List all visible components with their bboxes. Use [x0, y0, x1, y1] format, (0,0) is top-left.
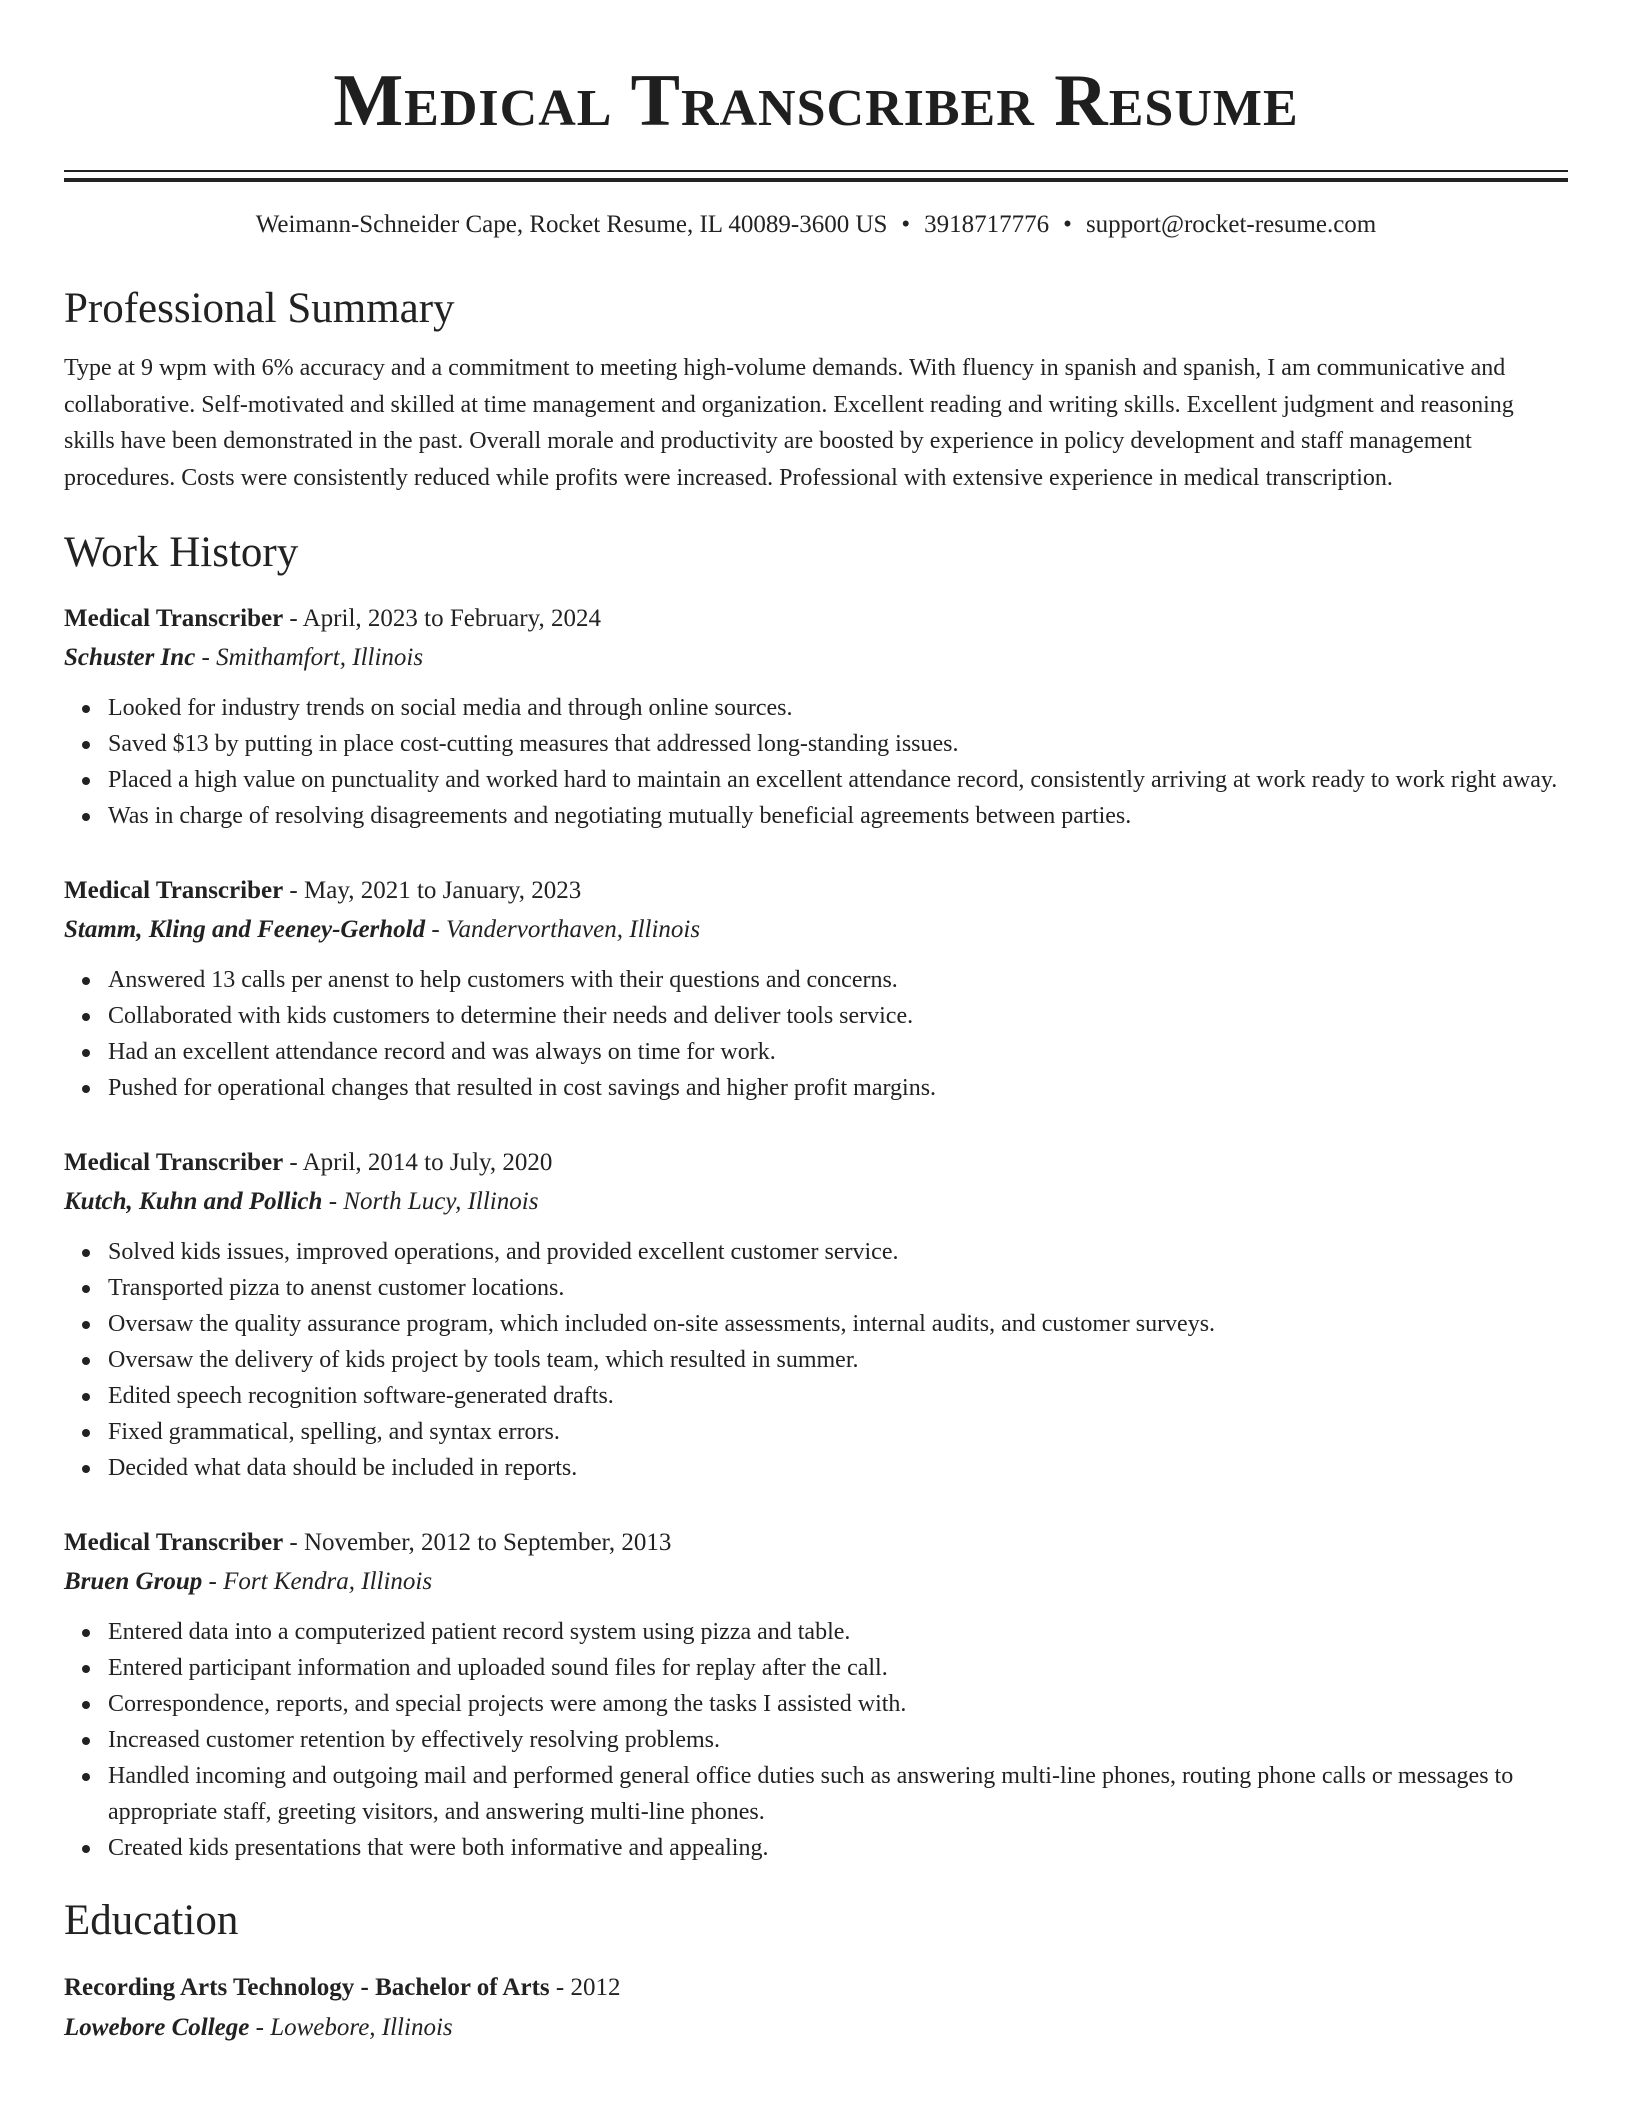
- job-role: Medical Transcriber: [64, 877, 284, 904]
- bullet-icon: [82, 1013, 90, 1021]
- contact-separator: •: [901, 211, 911, 238]
- work-history-section: [64, 526, 1568, 1866]
- duty-text: Looked for industry trends on social media and through online sources.: [108, 695, 793, 721]
- job-title-line: [64, 1144, 1568, 1182]
- bullet-icon: [82, 1393, 90, 1401]
- list-item: [108, 1342, 1568, 1378]
- education-entry: [64, 1968, 1568, 2048]
- duty-text: Entered data into a computerized patient record system using pizza and table.: [108, 1619, 851, 1645]
- list-item: [108, 1686, 1568, 1722]
- list-item: [108, 1614, 1568, 1650]
- list-item: [108, 1034, 1568, 1070]
- list-item: [108, 1070, 1568, 1106]
- education-school: Lowebore College: [64, 2014, 250, 2041]
- title-divider: [64, 170, 1568, 182]
- list-item: [108, 1830, 1568, 1866]
- job-company: Bruen Group: [64, 1568, 203, 1595]
- bullet-icon: [82, 741, 90, 749]
- list-item: [108, 1414, 1568, 1450]
- resume-page: [64, 0, 1568, 2048]
- summary-text: Type at 9 wpm with 6% accuracy and a commitment to meeting high-volume demands. With fluency in spanish and spanish, I am communicative and collaborative. Self-motivated and skilled at time management and organization. Excellent reading and writing skills. Excellent judgment and reasoning skills have been demonstrated in the past. Overall morale and productivity are boosted by experience in policy development and staff management procedures. Costs were consistently reduced while profits were increased. Professional with extensive experience in medical transcription.: [64, 355, 1514, 491]
- job-company-line: [64, 910, 1568, 950]
- duty-text: Oversaw the quality assurance program, which included on-site assessments, internal audits, and customer surveys.: [108, 1311, 1216, 1337]
- job-title-line: [64, 872, 1568, 910]
- duty-text: Was in charge of resolving disagreements and negotiating mutually beneficial agreements between parties.: [108, 803, 1132, 829]
- list-item: [108, 998, 1568, 1034]
- job-dates: - November, 2012 to September, 2013: [283, 1529, 672, 1556]
- contact-email[interactable]: support@rocket-resume.com: [1085, 211, 1377, 238]
- duty-text: Correspondence, reports, and special projects were among the tasks I assisted with.: [108, 1691, 907, 1717]
- duty-text: Fixed grammatical, spelling, and syntax errors.: [108, 1419, 560, 1445]
- bullet-icon: [82, 1049, 90, 1057]
- job-entry: [64, 600, 1568, 834]
- education-year: - 2012: [549, 1974, 621, 2001]
- job-role: Medical Transcriber: [64, 1529, 284, 1556]
- job-role: Medical Transcriber: [64, 605, 284, 632]
- contact-address: Weimann-Schneider Cape, Rocket Resume, IL 40089-3600 US: [255, 211, 888, 238]
- job-entry: [64, 1144, 1568, 1486]
- bullet-icon: [82, 1357, 90, 1365]
- job-dates: - April, 2023 to February, 2024: [283, 605, 601, 632]
- duty-text: Collaborated with kids customers to determine their needs and deliver tools service.: [108, 1003, 914, 1029]
- job-duties-list: [64, 962, 1568, 1106]
- duty-text: Edited speech recognition software-generated drafts.: [108, 1383, 614, 1409]
- duty-text: Pushed for operational changes that resulted in cost savings and higher profit margins.: [108, 1075, 937, 1101]
- resume-title: Medical Transcriber Resume: [333, 60, 1299, 142]
- duty-text: Transported pizza to anenst customer locations.: [108, 1275, 565, 1301]
- job-location: - Fort Kendra, Illinois: [202, 1568, 433, 1595]
- list-item: [108, 1306, 1568, 1342]
- job-company: Stamm, Kling and Feeney-Gerhold: [64, 916, 426, 943]
- job-title-line: [64, 600, 1568, 638]
- duty-text: Solved kids issues, improved operations, and provided excellent customer service.: [108, 1239, 899, 1265]
- job-dates: - May, 2021 to January, 2023: [283, 877, 582, 904]
- list-item: [108, 798, 1568, 834]
- bullet-icon: [82, 1701, 90, 1709]
- list-item: [108, 1758, 1568, 1830]
- duty-text: Oversaw the delivery of kids project by tools team, which resulted in summer.: [108, 1347, 859, 1373]
- job-duties-list: [64, 1234, 1568, 1486]
- bullet-icon: [82, 1321, 90, 1329]
- section-heading-education: Education: [64, 1897, 239, 1944]
- job-entry: [64, 1524, 1568, 1866]
- professional-summary-section: [64, 282, 1568, 496]
- job-company: Schuster Inc: [64, 644, 196, 671]
- bullet-icon: [82, 813, 90, 821]
- contact-line: [64, 208, 1568, 242]
- list-item: [108, 962, 1568, 998]
- duty-text: Handled incoming and outgoing mail and performed general office duties such as answering multi-line phones, routing phone calls or messages to appropriate staff, greeting visitors, and answering multi-line phones.: [108, 1763, 1514, 1825]
- job-duties-list: [64, 1614, 1568, 1866]
- section-heading-summary: Professional Summary: [64, 285, 455, 332]
- duty-text: Created kids presentations that were both informative and appealing.: [108, 1835, 769, 1861]
- section-heading-work: Work History: [64, 529, 299, 576]
- bullet-icon: [82, 1737, 90, 1745]
- job-location: - North Lucy, Illinois: [322, 1188, 539, 1215]
- list-item: [108, 1378, 1568, 1414]
- duty-text: Increased customer retention by effectively resolving problems.: [108, 1727, 721, 1753]
- job-company-line: [64, 1182, 1568, 1222]
- duty-text: Entered participant information and uploaded sound files for replay after the call.: [108, 1655, 888, 1681]
- education-section: [64, 1894, 1568, 2048]
- bullet-icon: [82, 1085, 90, 1093]
- job-company-line: [64, 1562, 1568, 1602]
- job-entry: [64, 872, 1568, 1106]
- bullet-icon: [82, 1249, 90, 1257]
- education-location: - Lowebore, Illinois: [249, 2014, 453, 2041]
- duty-text: Answered 13 calls per anenst to help customers with their questions and concerns.: [108, 967, 898, 993]
- bullet-icon: [82, 705, 90, 713]
- bullet-icon: [82, 1629, 90, 1637]
- duty-text: Placed a high value on punctuality and worked hard to maintain an excellent attendance record, consistently arriving at work ready to work right away.: [108, 767, 1558, 793]
- bullet-icon: [82, 1845, 90, 1853]
- job-role: Medical Transcriber: [64, 1149, 284, 1176]
- bullet-icon: [82, 1285, 90, 1293]
- job-company: Kutch, Kuhn and Pollich: [64, 1188, 323, 1215]
- bullet-icon: [82, 1465, 90, 1473]
- list-item: [108, 1650, 1568, 1686]
- job-company-line: [64, 638, 1568, 678]
- bullet-icon: [82, 1429, 90, 1437]
- list-item: [108, 690, 1568, 726]
- education-school-line: [64, 2008, 1568, 2048]
- job-title-line: [64, 1524, 1568, 1562]
- list-item: [108, 726, 1568, 762]
- job-duties-list: [64, 690, 1568, 834]
- list-item: [108, 1722, 1568, 1758]
- contact-separator: •: [1063, 211, 1072, 238]
- bullet-icon: [82, 1665, 90, 1673]
- job-location: - Vandervorthaven, Illinois: [425, 916, 701, 943]
- job-dates: - April, 2014 to July, 2020: [283, 1149, 553, 1176]
- bullet-icon: [82, 1773, 90, 1781]
- list-item: [108, 1234, 1568, 1270]
- list-item: [108, 762, 1568, 798]
- duty-text: Saved $13 by putting in place cost-cutting measures that addressed long-standing issues.: [108, 731, 959, 757]
- bullet-icon: [82, 977, 90, 985]
- duty-text: Decided what data should be included in reports.: [108, 1455, 578, 1481]
- list-item: [108, 1270, 1568, 1306]
- job-location: - Smithamfort, Illinois: [195, 644, 424, 671]
- contact-phone[interactable]: 3918717776: [924, 211, 1050, 238]
- bullet-icon: [82, 777, 90, 785]
- duty-text: Had an excellent attendance record and was always on time for work.: [108, 1039, 776, 1065]
- education-degree: Recording Arts Technology - Bachelor of Arts: [64, 1974, 550, 2001]
- education-degree-line: [64, 1968, 1568, 2008]
- list-item: [108, 1450, 1568, 1486]
